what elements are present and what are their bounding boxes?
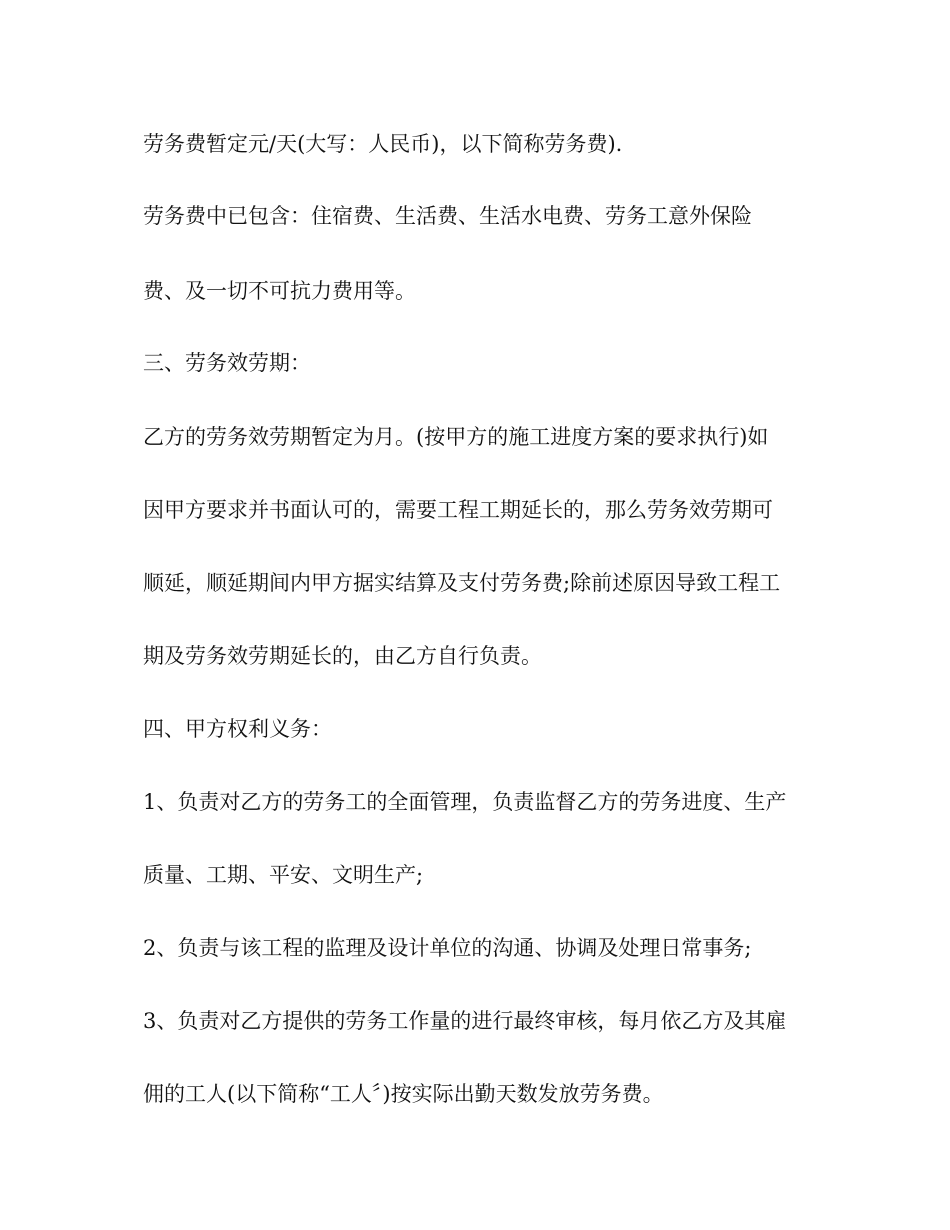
- paragraph-line-service-period-4: 期及劳务效劳期延长的，由乙方自行负责。: [143, 644, 542, 668]
- paragraph-line-fee-rate: 劳务费暂定元/天(大写：人民币)，以下简称劳务费).: [143, 132, 623, 156]
- list-item-2: 2、负责与该工程的监理及设计单位的沟通、协调及处理日常事务;: [143, 936, 752, 960]
- paragraph-line-service-period-2: 因甲方要求并书面认可的，需要工程工期延长的，那么劳务效劳期可: [143, 498, 773, 522]
- list-item-3-line-2: 佣的工人(以下简称“工人〞)按实际出勤天数发放劳务费。: [143, 1082, 664, 1106]
- list-item-1-line-2: 质量、工期、平安、文明生产;: [143, 863, 424, 887]
- list-item-3-line-1: 3、负责对乙方提供的劳务工作量的进行最终审核，每月依乙方及其雇: [143, 1009, 787, 1033]
- paragraph-line-fee-includes: 劳务费中已包含：住宿费、生活费、生活水电费、劳务工意外保险: [143, 204, 752, 228]
- section-heading-party-a-rights: 四、甲方权利义务：: [143, 717, 332, 741]
- paragraph-line-service-period-3: 顺延，顺延期间内甲方据实结算及支付劳务费;除前述原因导致工程工: [143, 571, 781, 595]
- section-heading-service-period: 三、劳务效劳期：: [143, 351, 311, 375]
- paragraph-line-fee-includes-cont: 费、及一切不可抗力费用等。: [143, 279, 416, 303]
- paragraph-line-service-period-1: 乙方的劳务效劳期暂定为月。(按甲方的施工进度方案的要求执行)如: [143, 425, 769, 449]
- list-item-1-line-1: 1、负责对乙方的劳务工的全面管理，负责监督乙方的劳务进度、生产: [143, 790, 787, 814]
